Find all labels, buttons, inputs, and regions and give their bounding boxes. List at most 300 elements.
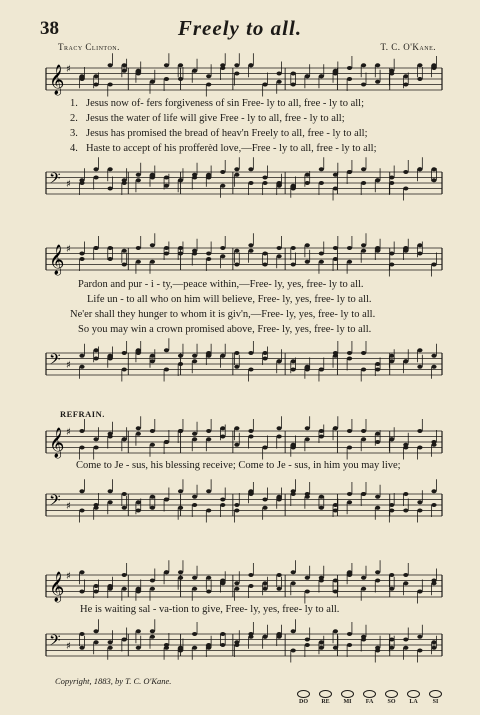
note-head — [206, 257, 211, 261]
note-head — [206, 252, 211, 256]
note-head — [136, 646, 141, 650]
note-head — [108, 187, 113, 191]
note-head — [178, 77, 183, 81]
note-head — [122, 506, 127, 510]
note-head — [277, 632, 282, 636]
note-head — [403, 492, 408, 496]
note-head — [108, 83, 113, 87]
note-head — [136, 246, 141, 250]
note-head — [291, 368, 296, 372]
note-head — [361, 429, 366, 433]
solfege-item — [427, 690, 444, 705]
note-head — [277, 426, 282, 430]
note-head — [347, 570, 352, 574]
note-head — [347, 429, 352, 433]
note-head — [431, 443, 436, 447]
note-head — [108, 246, 113, 250]
note-head — [164, 440, 169, 444]
note-head — [234, 426, 239, 430]
note-head — [305, 260, 310, 264]
note-head — [333, 579, 338, 583]
note-head — [79, 74, 84, 78]
refrain-label: REFRAIN. — [60, 409, 105, 419]
note-head — [417, 649, 422, 653]
note-head — [136, 509, 141, 513]
note-head — [375, 495, 380, 499]
note-head — [347, 260, 352, 264]
treble-clef-icon: 𝄞 — [49, 65, 65, 95]
note-head — [403, 83, 408, 87]
note-head — [277, 573, 282, 577]
note-head — [375, 362, 380, 366]
note-head — [164, 252, 169, 256]
note-head — [389, 176, 394, 180]
note-head — [305, 576, 310, 580]
solfege-label: LA — [409, 699, 418, 705]
note-head — [347, 632, 352, 636]
note-head — [206, 509, 211, 513]
note-head — [333, 173, 338, 177]
bass-clef-icon: 𝄢 — [49, 491, 61, 513]
note-head — [347, 77, 352, 81]
solfege-shape-icon — [297, 690, 310, 698]
note-head — [375, 246, 380, 250]
solfege-key — [295, 690, 444, 705]
note-head — [178, 506, 183, 510]
solfege-label: RE — [321, 699, 330, 705]
note-head — [262, 446, 267, 450]
note-head — [361, 243, 366, 247]
solfege-label: SO — [387, 699, 396, 705]
solfege-label: SI — [432, 699, 439, 705]
note-head — [333, 646, 338, 650]
note-head — [136, 69, 141, 73]
note-head — [361, 437, 366, 441]
solfege-label: DO — [299, 699, 308, 705]
treble-staff-system-4 — [0, 565, 480, 607]
note-head — [262, 581, 267, 585]
note-head — [403, 646, 408, 650]
note-head — [417, 63, 422, 67]
note-head — [108, 63, 113, 67]
note-head — [319, 495, 324, 499]
note-head — [375, 506, 380, 510]
note-head — [333, 426, 338, 430]
sharp-icon: ♯ — [66, 427, 71, 438]
note-head — [192, 437, 197, 441]
sharp-icon: ♯ — [66, 641, 71, 652]
note-head — [361, 638, 366, 642]
solfege-shape-icon — [319, 690, 332, 698]
note-head — [234, 351, 239, 355]
note-head — [220, 498, 225, 502]
verse-line-7: Ne'er shall they hunger to whom it is giv'n,—Free- ly, yes, free- ly to all. — [70, 309, 376, 320]
note-head — [262, 506, 267, 510]
note-head — [291, 443, 296, 447]
note-head — [234, 365, 239, 369]
note-head — [262, 263, 267, 267]
note-head — [403, 573, 408, 577]
note-head — [417, 348, 422, 352]
note-head — [164, 176, 169, 180]
note-head — [291, 581, 296, 585]
note-head — [164, 77, 169, 81]
note-head — [220, 246, 225, 250]
note-head — [150, 243, 155, 247]
note-head — [277, 181, 282, 185]
note-head — [93, 348, 98, 352]
note-head — [220, 184, 225, 188]
note-head — [164, 246, 169, 250]
note-head — [417, 365, 422, 369]
note-head — [389, 587, 394, 591]
note-head — [347, 351, 352, 355]
note-head — [305, 495, 310, 499]
note-head — [93, 74, 98, 78]
note-head — [291, 570, 296, 574]
note-head — [305, 643, 310, 647]
note-head — [164, 368, 169, 372]
note-head — [79, 354, 84, 358]
note-head — [403, 187, 408, 191]
note-head — [122, 263, 127, 267]
note-head — [234, 63, 239, 67]
composer-credit: T. C. O'Kane. — [380, 42, 436, 52]
note-head — [178, 576, 183, 580]
note-head — [248, 573, 253, 577]
note-head — [403, 446, 408, 450]
note-head — [150, 354, 155, 358]
note-head — [122, 351, 127, 355]
note-head — [431, 178, 436, 182]
note-head — [361, 576, 366, 580]
note-head — [431, 167, 436, 171]
note-head — [389, 72, 394, 76]
note-head — [150, 429, 155, 433]
note-head — [108, 640, 113, 644]
note-head — [319, 646, 324, 650]
note-head — [403, 170, 408, 174]
note-head — [93, 167, 98, 171]
note-head — [206, 489, 211, 493]
note-head — [164, 63, 169, 67]
note-head — [291, 83, 296, 87]
note-head — [79, 489, 84, 493]
note-head — [305, 181, 310, 185]
note-head — [234, 587, 239, 591]
note-head — [417, 77, 422, 81]
note-head — [220, 354, 225, 358]
note-head — [375, 368, 380, 372]
bass-staff-system-2 — [0, 343, 480, 385]
note-head — [108, 167, 113, 171]
note-head — [234, 509, 239, 513]
note-head — [164, 498, 169, 502]
note-head — [389, 437, 394, 441]
note-head — [375, 432, 380, 436]
note-head — [206, 437, 211, 441]
note-head — [248, 351, 253, 355]
note-head — [79, 252, 84, 256]
note-head — [122, 181, 127, 185]
note-head — [93, 629, 98, 633]
note-head — [277, 72, 282, 76]
bass-staff-system-1 — [0, 162, 480, 204]
verse-line-2: 2. Jesus the water of life will give Free - ly to all, free - ly to all; — [70, 113, 345, 124]
sharp-icon: ♯ — [66, 360, 71, 371]
note-head — [150, 260, 155, 264]
note-head — [389, 638, 394, 642]
note-head — [206, 576, 211, 580]
note-head — [262, 587, 267, 591]
bass-clef-icon: 𝄢 — [49, 350, 61, 372]
note-head — [277, 435, 282, 439]
note-head — [417, 509, 422, 513]
note-head — [403, 246, 408, 250]
note-head — [234, 443, 239, 447]
note-head — [108, 584, 113, 588]
note-head — [417, 635, 422, 639]
bass-staff-system-4 — [0, 624, 480, 666]
note-head — [79, 365, 84, 369]
note-head — [122, 437, 127, 441]
note-head — [291, 184, 296, 188]
note-head — [417, 500, 422, 504]
note-head — [206, 83, 211, 87]
note-head — [431, 581, 436, 585]
note-head — [136, 173, 141, 177]
note-head — [361, 181, 366, 185]
solfege-item — [405, 690, 422, 705]
note-head — [122, 638, 127, 642]
note-head — [277, 246, 282, 250]
refrain-line-1: Come to Je - sus, his blessing receive; Come to Je - sus, in him you may live; — [76, 460, 401, 471]
sharp-icon: ♯ — [66, 501, 71, 512]
note-head — [333, 354, 338, 358]
note-head — [93, 584, 98, 588]
bass-staff-system-3 — [0, 484, 480, 526]
sharp-icon: ♯ — [66, 64, 71, 75]
note-head — [122, 368, 127, 372]
note-head — [262, 252, 267, 256]
note-head — [178, 252, 183, 256]
note-head — [164, 348, 169, 352]
note-head — [403, 359, 408, 363]
sharp-icon: ♯ — [66, 179, 71, 190]
note-head — [136, 629, 141, 633]
note-head — [178, 178, 183, 182]
note-head — [79, 257, 84, 261]
solfege-shape-icon — [341, 690, 354, 698]
note-head — [192, 503, 197, 507]
note-head — [389, 503, 394, 507]
note-head — [262, 357, 267, 361]
note-head — [248, 167, 253, 171]
note-head — [220, 426, 225, 430]
note-head — [431, 365, 436, 369]
note-head — [220, 254, 225, 258]
note-head — [431, 489, 436, 493]
note-head — [136, 426, 141, 430]
bass-clef-icon: 𝄢 — [49, 631, 61, 653]
note-head — [403, 509, 408, 513]
note-head — [375, 63, 380, 67]
note-head — [319, 429, 324, 433]
solfege-item — [317, 690, 334, 705]
note-head — [305, 243, 310, 247]
note-head — [333, 509, 338, 513]
note-head — [150, 495, 155, 499]
note-head — [361, 167, 366, 171]
note-head — [403, 638, 408, 642]
note-head — [417, 167, 422, 171]
note-head — [277, 359, 282, 363]
note-head — [277, 495, 282, 499]
note-head — [277, 80, 282, 84]
note-head — [417, 243, 422, 247]
note-head — [248, 181, 253, 185]
note-head — [305, 638, 310, 642]
note-head — [262, 498, 267, 502]
solfege-item — [339, 690, 356, 705]
note-head — [375, 178, 380, 182]
treble-clef-icon: 𝄞 — [49, 428, 65, 458]
note-head — [291, 263, 296, 267]
note-head — [248, 584, 253, 588]
note-head — [375, 80, 380, 84]
verse-line-5: Pardon and pur - i - ty,—peace within,—Free- ly, yes, free- ly to all. — [78, 279, 364, 290]
note-head — [220, 170, 225, 174]
note-head — [417, 446, 422, 450]
note-head — [347, 246, 352, 250]
solfege-item — [295, 690, 312, 705]
note-head — [192, 69, 197, 73]
note-head — [122, 249, 127, 253]
note-head — [79, 646, 84, 650]
note-head — [234, 249, 239, 253]
note-head — [333, 629, 338, 633]
treble-staff-system-2 — [0, 238, 480, 280]
note-head — [220, 643, 225, 647]
note-head — [178, 429, 183, 433]
note-head — [192, 359, 197, 363]
note-head — [192, 252, 197, 256]
note-head — [431, 503, 436, 507]
page-number: 38 — [40, 18, 59, 39]
note-head — [277, 587, 282, 591]
note-head — [333, 590, 338, 594]
note-head — [234, 643, 239, 647]
note-head — [375, 440, 380, 444]
note-head — [93, 590, 98, 594]
note-head — [417, 429, 422, 433]
note-head — [333, 187, 338, 191]
note-head — [361, 492, 366, 496]
note-head — [136, 432, 141, 436]
note-head — [291, 649, 296, 653]
note-head — [108, 489, 113, 493]
note-head — [220, 579, 225, 583]
note-head — [431, 640, 436, 644]
solfege-shape-icon — [363, 690, 376, 698]
note-head — [431, 263, 436, 267]
note-head — [220, 435, 225, 439]
note-head — [361, 249, 366, 253]
note-head — [136, 178, 141, 182]
sharp-icon: ♯ — [66, 571, 71, 582]
note-head — [192, 646, 197, 650]
note-head — [178, 63, 183, 67]
note-head — [248, 249, 253, 253]
note-head — [178, 489, 183, 493]
note-head — [93, 357, 98, 361]
verse-line-8: So you may win a crown promised above, Free- ly, yes, free- ly to all. — [78, 324, 372, 335]
note-head — [206, 590, 211, 594]
note-head — [192, 632, 197, 636]
note-head — [248, 368, 253, 372]
note-head — [93, 246, 98, 250]
note-head — [319, 74, 324, 78]
author-credit: Tracy Clinton. — [58, 42, 120, 52]
note-head — [319, 181, 324, 185]
note-head — [417, 590, 422, 594]
note-head — [122, 492, 127, 496]
note-head — [319, 368, 324, 372]
note-head — [79, 181, 84, 185]
note-head — [361, 587, 366, 591]
verse-line-6: Life un - to all who on him will believe, Free- ly, yes, free- ly to all. — [87, 294, 372, 305]
note-head — [234, 173, 239, 177]
note-head — [164, 570, 169, 574]
note-head — [347, 500, 352, 504]
note-head — [220, 66, 225, 70]
note-head — [192, 432, 197, 436]
note-head — [192, 576, 197, 580]
note-head — [79, 429, 84, 433]
note-head — [136, 587, 141, 591]
note-head — [319, 435, 324, 439]
note-head — [248, 635, 253, 639]
note-head — [347, 66, 352, 70]
note-head — [150, 359, 155, 363]
note-head — [248, 435, 253, 439]
note-head — [248, 63, 253, 67]
note-head — [375, 579, 380, 583]
note-head — [192, 354, 197, 358]
note-head — [178, 246, 183, 250]
note-head — [333, 69, 338, 73]
note-head — [122, 69, 127, 73]
note-head — [347, 446, 352, 450]
note-head — [262, 83, 267, 87]
note-head — [220, 503, 225, 507]
note-head — [206, 429, 211, 433]
note-head — [361, 83, 366, 87]
note-head — [178, 646, 183, 650]
note-head — [122, 63, 127, 67]
note-head — [389, 573, 394, 577]
note-head — [305, 173, 310, 177]
note-head — [319, 579, 324, 583]
note-head — [389, 354, 394, 358]
note-head — [150, 173, 155, 177]
note-head — [79, 509, 84, 513]
note-head — [150, 587, 155, 591]
note-head — [234, 503, 239, 507]
note-head — [79, 570, 84, 574]
note-head — [178, 354, 183, 358]
note-head — [108, 500, 113, 504]
